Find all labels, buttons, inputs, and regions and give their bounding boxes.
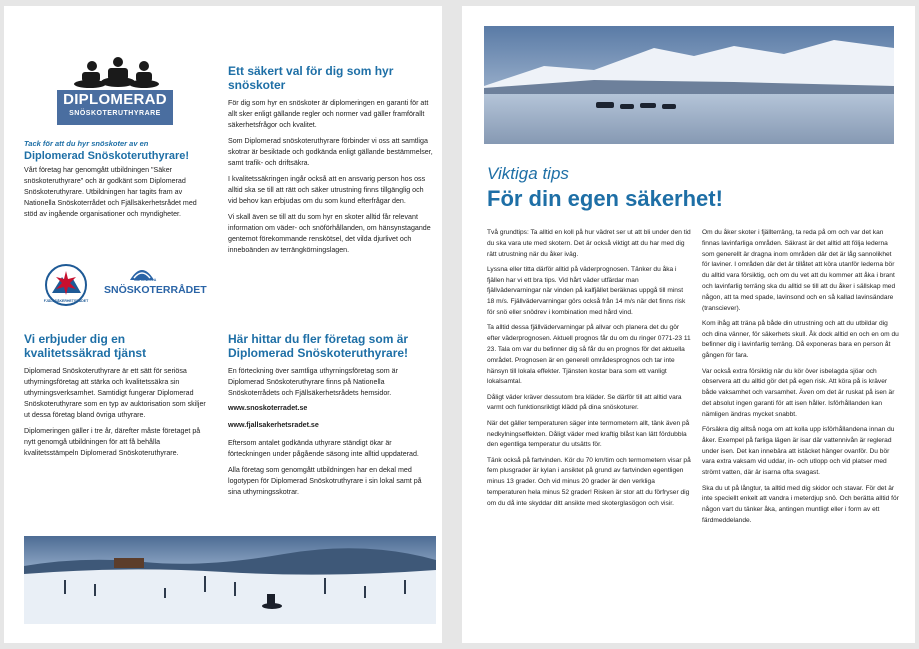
safe-choice-p2: Som Diplomerad snöskoteruthyrare förbinder vi oss att samtliga skotrar är besiktade och godkända enligt gällande bestämmelser, samt trafik- och driftsäkra. [228, 137, 433, 167]
intro-italic: Tack för att du hyr snöskoter av en [24, 139, 149, 148]
mountain-lake-photo [484, 26, 894, 144]
tips-column-2 [702, 228, 900, 531]
fjall-badge-text: FJÄLLSÄKERHETSRÅDET [43, 299, 89, 303]
tips-c1-p6: Tänk också på fartvinden. Kör du 70 km/tim och termometern visar på fem plusgrader är kylan i ansiktet på grund av fartvinden egentligen minus 13 grader. Och vid minus 20 grader är den verkliga temperaturen hela minus 52 grader! Risken är stor att du förfryser dig om du då inte skyddar ditt ansikte med skoterglasögon och visir. [487, 456, 691, 507]
snoskoterradet-text: SNÖSKOTERRÅDET [104, 284, 207, 296]
intro-heading: Diplomerad Snöskoteruthyrare! [24, 150, 190, 162]
find-more-p2: Eftersom antalet godkända uthyrare ständigt ökar är förteckningen under pågående säsong inte alltid uppdaterad. [228, 439, 419, 458]
quality-section [24, 332, 212, 464]
quality-p2: Diplomeringen gäller i tre år, därefter måste företaget på nytt genomgå utbildningen för att få behålla kvalitetsstämpeln Diplomerad Snöskoteruthyrare. [24, 427, 201, 457]
tips-c2-p5: Ska du ut på långtur, ta alltid med dig skidor och stavar. För det är inte speciellt enkelt att vandra i meterdjup snö. Och berätta alltid för någon vart du tänker åka, antingen muntligt eller i form av ett färdmeddelande. [702, 484, 899, 524]
tips-c1-p3: Ta alltid dessa fjällvädervarningar på allvar och planera det du gör efter väderprognosen. Aktuell prognos får du om du ringer 0771-23 11 23. Tala om var du befinner dig så får du en prognos för det aktuella området. Prognosen är en generell områdesprognos och tar inte hänsyn till lokala effekter. Tjänsten kostar bara som ett vanligt lokalsamtal. [487, 324, 691, 386]
url-fjallsakerhetsradet[interactable]: www.fjallsakerhetsradet.se [228, 421, 319, 429]
logo-line1: DIPLOMERAD [63, 91, 167, 108]
tips-heading: För din egen säkerhet! [487, 186, 723, 211]
tips-c2-p3: Var också extra försiktig när du kör över isbelagda sjöar och observera att du alltid gör det på egen risk. Att köra på is kräver både vaksamhet och varsamhet. Även om det är ruskat på isen är det absolut ingen garanti för att isen håller. Isförhållanden kan nämligen ändras mycket snabbt. [702, 367, 895, 418]
tips-column-1 [487, 228, 691, 514]
safe-choice-p4: Vi skall även se till att du som hyr en skoter alltid får relevant information om väder- och snöförhållanden, om hänsynstagande gentemot förekommande renskötsel, det vilda djurlivet och inneboänden av terrängkörningslagen. [228, 213, 431, 254]
snoskoterradet-small: NATIONELLA [134, 278, 157, 282]
right-page [462, 6, 915, 643]
tips-c1-p1: Två grundtips: Ta alltid en koll på hur vädret ser ut att bli under den tid du ska vara ute med skotern. Det är också viktigt att du har med dig rätt utrustning när du åker iväg. [487, 229, 691, 258]
tips-c1-p2: Lyssna eller titta därför alltid på väderprognosen. Tänker du åka i fjällen har vi ett bra tips. Vid hårt väder utfärdar man fjällvädervarningar när vinden på kalfjället beräknas uppgå till minst 18 m/s. Fjällvädervarningar görs också från 14 m/s när det finns risk för snö eller snödrev i kombination med hård vind. [487, 265, 686, 317]
quality-heading: Vi erbjuder dig en kvalitetssäkrad tjänst [24, 332, 147, 360]
intro-section [24, 139, 209, 225]
tips-c1-p5: När det gäller temperaturen säger inte termometern allt, tänk även på nedkylningseffekten. Dåligt väder med kraftig blåst kan lätt fördubbla den egentliga temperatur du utsätts för. [487, 419, 690, 449]
find-more-section [228, 332, 434, 503]
logo-box [57, 90, 173, 125]
quality-p1: Diplomerad Snöskoteruthyrare är ett sätt för seriösa uthyrningsföretag att stärka och kvalitetssäkra sin uthyrningsverksamhet. Samtidigt fungerar Diplomerad Snöskoteruthyrare som en typ av auktorisation som skiljer ut dessa företag bland övriga uthyrare. [24, 367, 206, 419]
safe-choice-p1: För dig som hyr en snöskoter är diplomeringen en garanti för att allt sker enligt gällande regler och normer vad gäller framförallt säkerhetsfrågor och kvalitet. [228, 99, 429, 129]
snowmobile-riders-icon [72, 56, 162, 92]
safe-choice-section [228, 64, 434, 261]
tips-italic: Viktiga tips [487, 164, 569, 183]
snoskoterradet-logo [104, 258, 214, 308]
find-more-heading: Här hittar du fler företag som är Diplomerad Snöskoteruthyrare! [228, 332, 409, 360]
left-page [4, 6, 442, 643]
snowmobile-photo [24, 536, 436, 624]
url-snoskoterradet[interactable]: www.snoskoterradet.se [228, 404, 308, 412]
safe-choice-p3: I kvalitetssäkringen ingår också att en ansvarig person hos oss alltid ska se till att rätt och säker utrustning finns tillgänglig och vid behov kan erbjudas om du som kund efterfrågar den. [228, 175, 426, 205]
intro-text: Vårt företag har genomgått utbildningen "Säker snöskoteruthyrare" och är godkänt som Diplomerad Snöskoteruthyrare. Utbildningen har tagits fram av Nationella Snöskoterrådet och Fjällsäkerhetsrådet med stöd av ingående organisationer och myndigheter. [24, 166, 197, 218]
find-more-p3: Alla företag som genomgått utbildningen har en dekal med logotypen för Diplomerad Snöskotruthyrare i sin lokal samt på sina uthyrningsskotrar. [228, 466, 422, 496]
safe-choice-heading: Ett säkert val för dig som hyr snöskoter [228, 64, 394, 92]
tips-c1-p4: Dåligt väder kräver dessutom bra kläder. Se därför till att alltid vara varmt och funktionsriktigt klädd på dina snöskoturer. [487, 393, 682, 412]
fjallsakerhetsradet-badge [44, 263, 88, 307]
logo-line2: SNÖSKOTERUTHYRARE [69, 110, 161, 117]
tips-c2-p2: Kom ihåg att träna på både din utrustning och att du utbildar dig och dina vänner, för säkerhets skull. Åk dock alltid en och en om du befinner dig i lavinfarlig terräng. Då exponeras bara en person åt gången för fara. [702, 319, 899, 360]
tips-c2-p4: Försäkra dig alltså noga om att kolla upp isförhållandena innan du åker. Exempel på farliga lägen är isar där vattennivån är reglerad under isen. Det kan innebära att istäcket hänger ovanför. Du bör vara extra vaksam vid uddar, in- och utlopp och vid platser med strömt vatten, där är isarna ofta svagast. [702, 426, 895, 477]
find-more-p1: En förteckning över samtliga uthyrningsföretag som är Diplomerad Snöskoteruthyrare finns på Nationella Snöskoterrådets och Fjällsäkerhetsrådets hemsidor. [228, 367, 398, 397]
tips-c2-p1: Om du åker skoter i fjällterräng, ta reda på om och var det kan finnas lavinfarliga områden. Säkrast är det alltid att följa lederna som generellt är dragna inom områden där det är låg sannolikhet för laviner. I områden där det är tillåtet att köra utanför lederna bör du alltid vara försiktig, och om du vet att du kommer att åka i brant och lavinfarlig terräng ska du alltid se till att du åker i sällskap med någon, att ta med spade, lavinsond och en så kallad lavinsändare (transciever). [702, 229, 896, 312]
